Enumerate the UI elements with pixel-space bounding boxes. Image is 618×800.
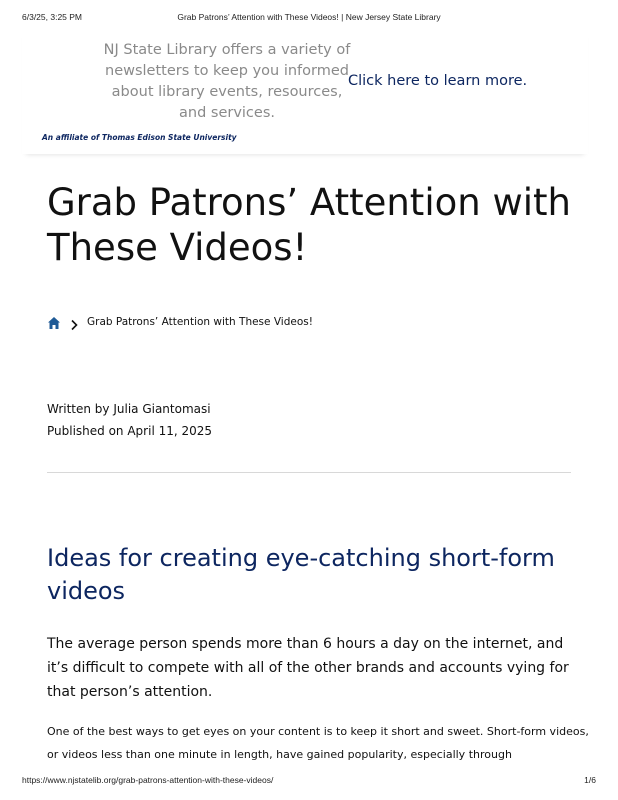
print-document-title: Grab Patrons’ Attention with These Videos! | New Jersey State Library: [177, 12, 441, 22]
print-datetime: 6/3/25, 3:25 PM: [22, 12, 83, 22]
affiliate-tagline: An affiliate of Thomas Edison State University: [42, 133, 237, 142]
print-footer: [22, 775, 596, 791]
newsletter-banner: [22, 30, 588, 154]
page-title: Grab Patrons’ Attention with These Videos!: [47, 181, 571, 269]
breadcrumb-current: Grab Patrons’ Attention with These Videos!: [87, 316, 313, 328]
body-paragraph: One of the best ways to get eyes on your content is to keep it short and sweet. Short-form videos, or videos less than one minute in length, have gained popularity, especially through: [47, 725, 589, 761]
print-header: [22, 12, 596, 26]
page-indicator: 1/6: [584, 775, 596, 785]
byline: [47, 398, 212, 442]
author-line: Written by Julia Giantomasi: [47, 402, 211, 416]
home-icon[interactable]: [47, 315, 61, 329]
section-heading: Ideas for creating eye-catching short-form videos: [47, 544, 555, 605]
newsletter-text: NJ State Library offers a variety of newsletters to keep you informed about library events, resources, and services.: [103, 42, 351, 121]
breadcrumb: [47, 314, 313, 330]
learn-more-link[interactable]: Click here to learn more.: [348, 73, 528, 89]
lead-paragraph: The average person spends more than 6 hours a day on the internet, and it’s difficult to compete with all of the other brands and accounts vying for that person’s attention.: [47, 636, 569, 700]
print-url: https://www.njstatelib.org/grab-patrons-attention-with-these-videos/: [22, 775, 274, 785]
chevron-right-icon: [69, 316, 79, 328]
published-date: Published on April 11, 2025: [47, 424, 213, 438]
divider: [47, 472, 571, 473]
